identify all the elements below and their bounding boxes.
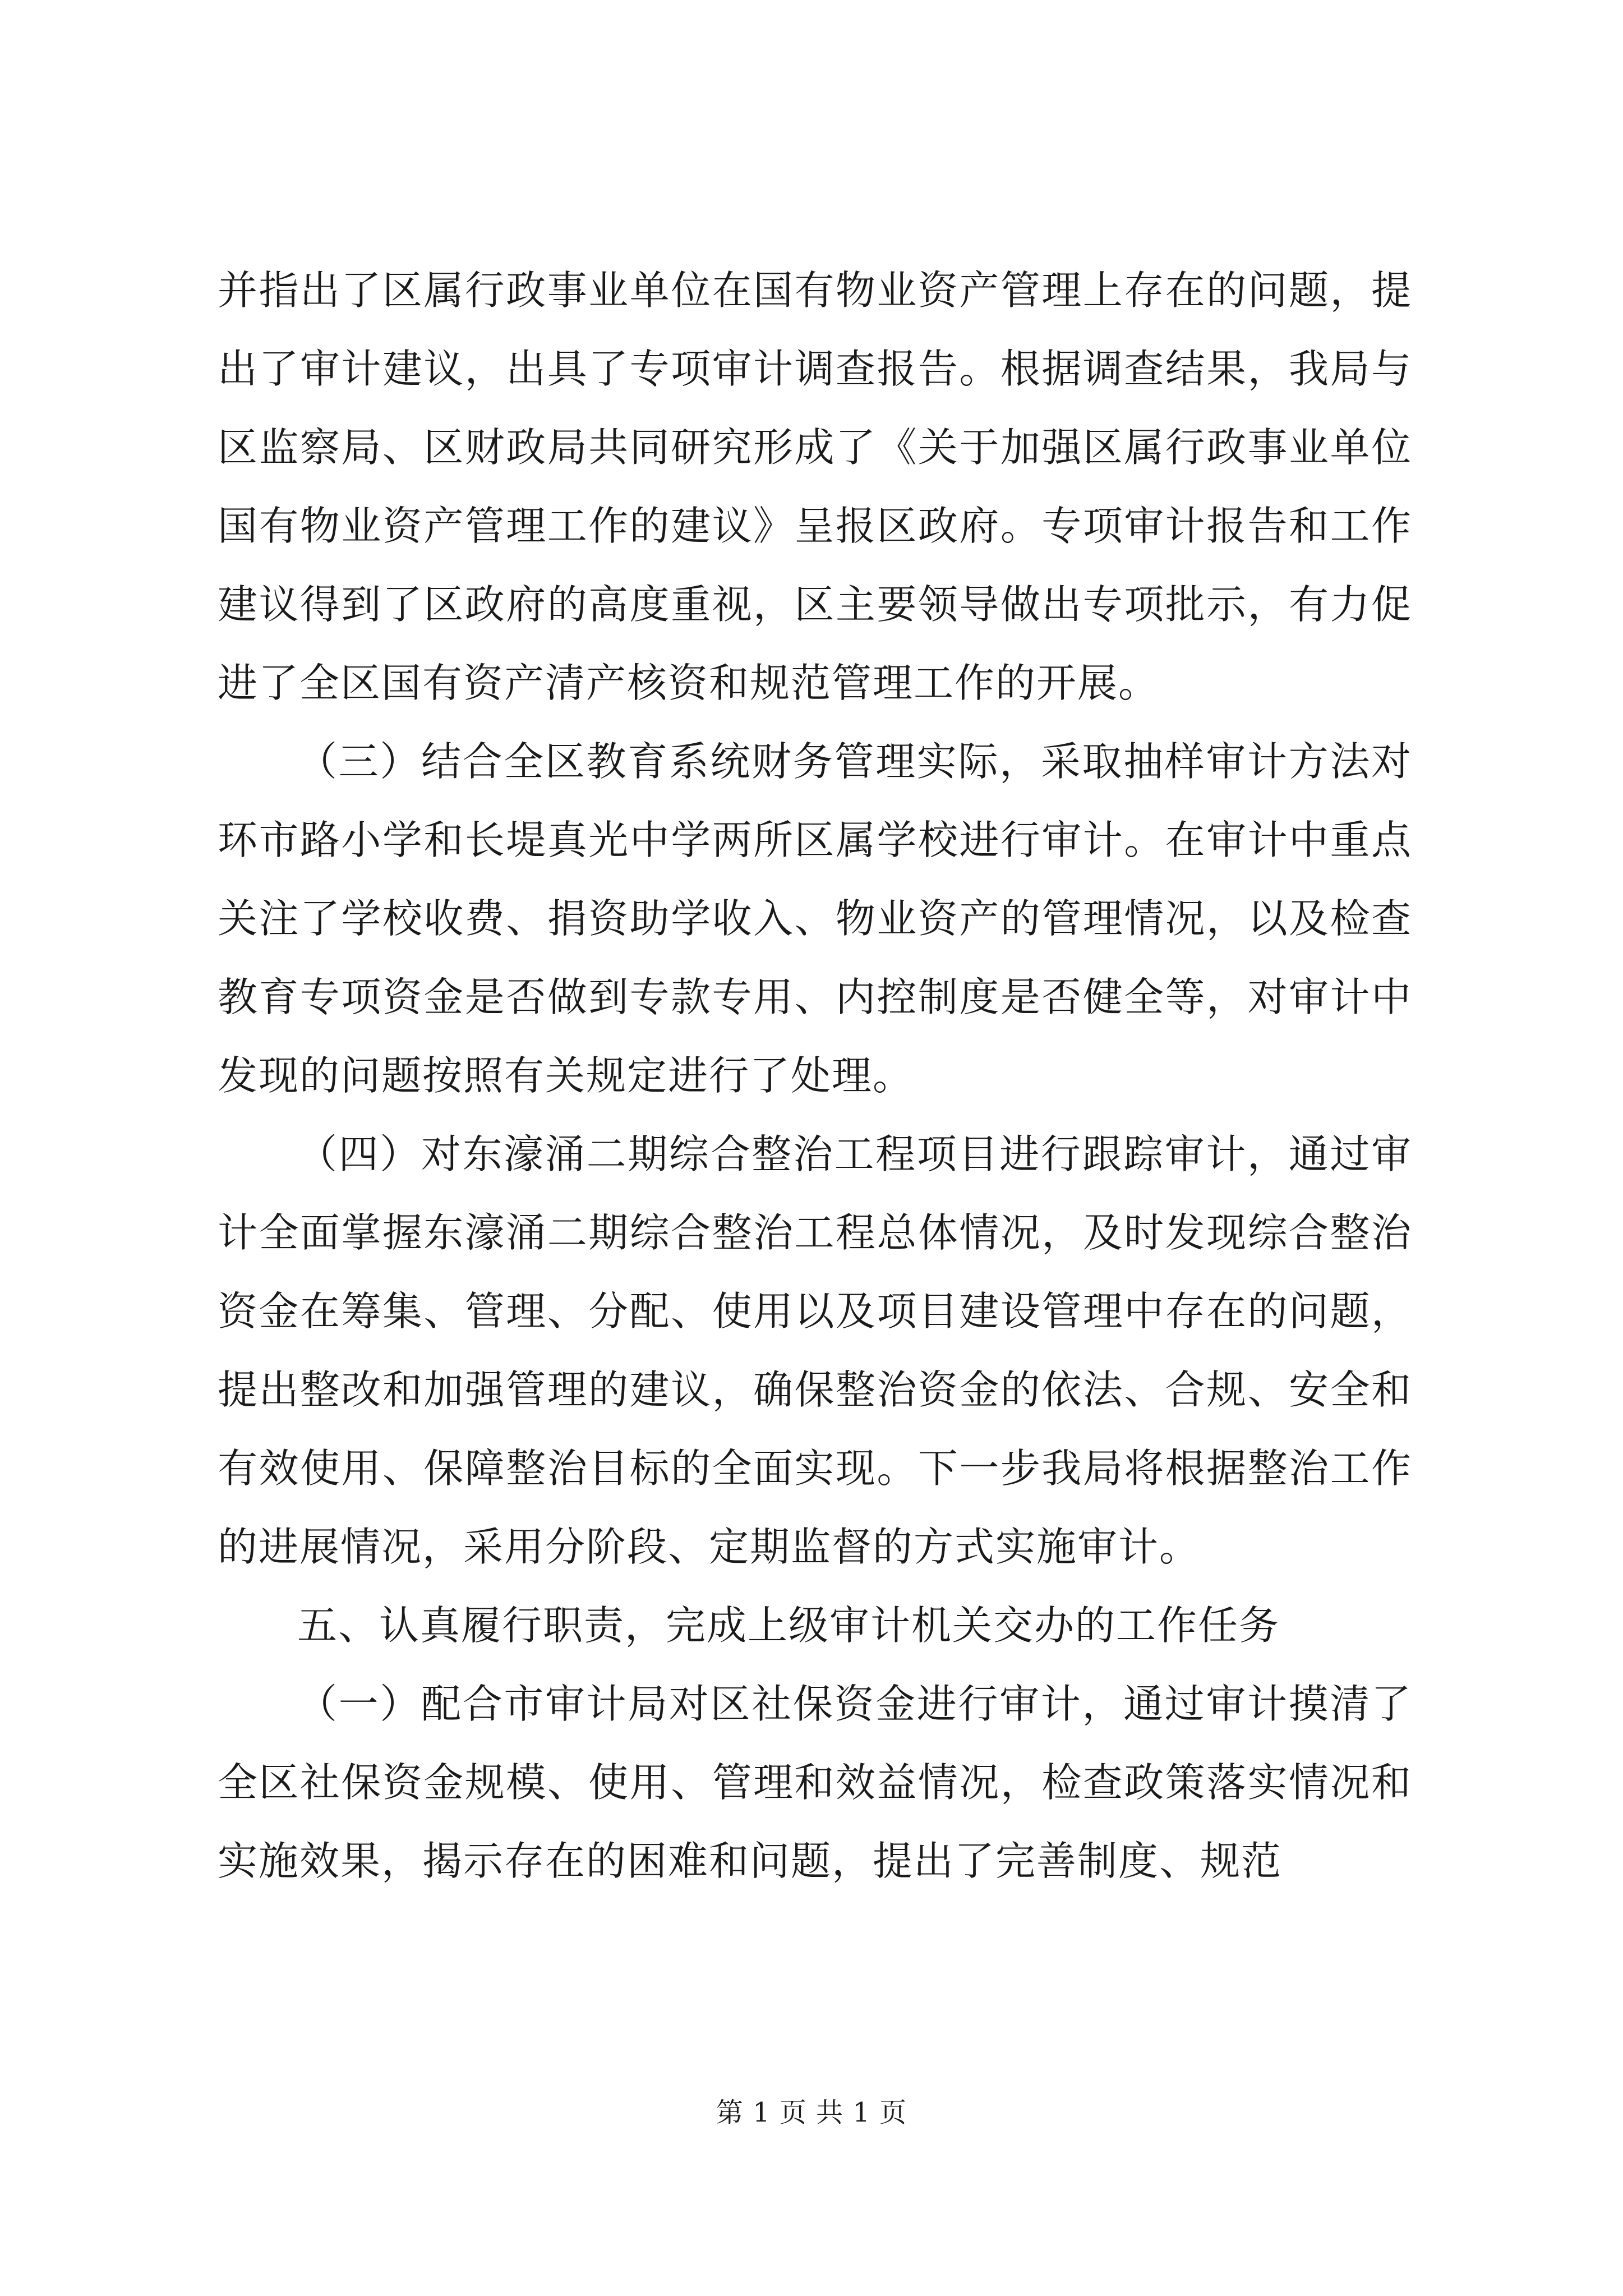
page-footer: 第 1 页 共 1 页	[716, 2097, 907, 2128]
paragraph-3: （四）对东濠涌二期综合整治工程项目进行跟踪审计，通过审计全面掌握东濠涌二期综合整治工程总体情况，及时发现综合整治资金在筹集、管理、分配、使用以及项目建设管理中存在的问题，提出整改和加强管理的建议，确保整治资金的依法、合规、安全和有效使用、保障整治目标的全面实现。下一步我局将根据整治工作的进展情况，采用分阶段、定期监督的方式实施审计。	[218, 1131, 1412, 1570]
paragraph-1: 并指出了区属行政事业单位在国有物业资产管理上存在的问题，提出了审计建议，出具了专项审计调查报告。根据调查结果，我局与区监察局、区财政局共同研究形成了《关于加强区属行政事业单位国有物业资产管理工作的建议》呈报区政府。专项审计报告和工作建议得到了区政府的高度重视，区主要领导做出专项批示，有力促进了全区国有资产清产核资和规范管理工作的开展。	[218, 267, 1412, 706]
section-heading-5: 五、认真履行职责，完成上级审计机关交办的工作任务	[297, 1602, 1280, 1649]
document-body	[218, 251, 1412, 1901]
paragraph-2: （三）结合全区教育系统财务管理实际，采取抽样审计方法对环市路小学和长堤真光中学两所区属学校进行审计。在审计中重点关注了学校收费、捐资助学收入、物业资产的管理情况，以及检查教育专项资金是否做到专款专用、内控制度是否健全等，对审计中发现的问题按照有关规定进行了处理。	[218, 738, 1412, 1099]
paragraph-5: （一）配合市审计局对区社保资金进行审计，通过审计摸清了全区社保资金规模、使用、管理和效益情况，检查政策落实情况和实施效果，揭示存在的困难和问题，提出了完善制度、规范	[218, 1681, 1412, 1884]
